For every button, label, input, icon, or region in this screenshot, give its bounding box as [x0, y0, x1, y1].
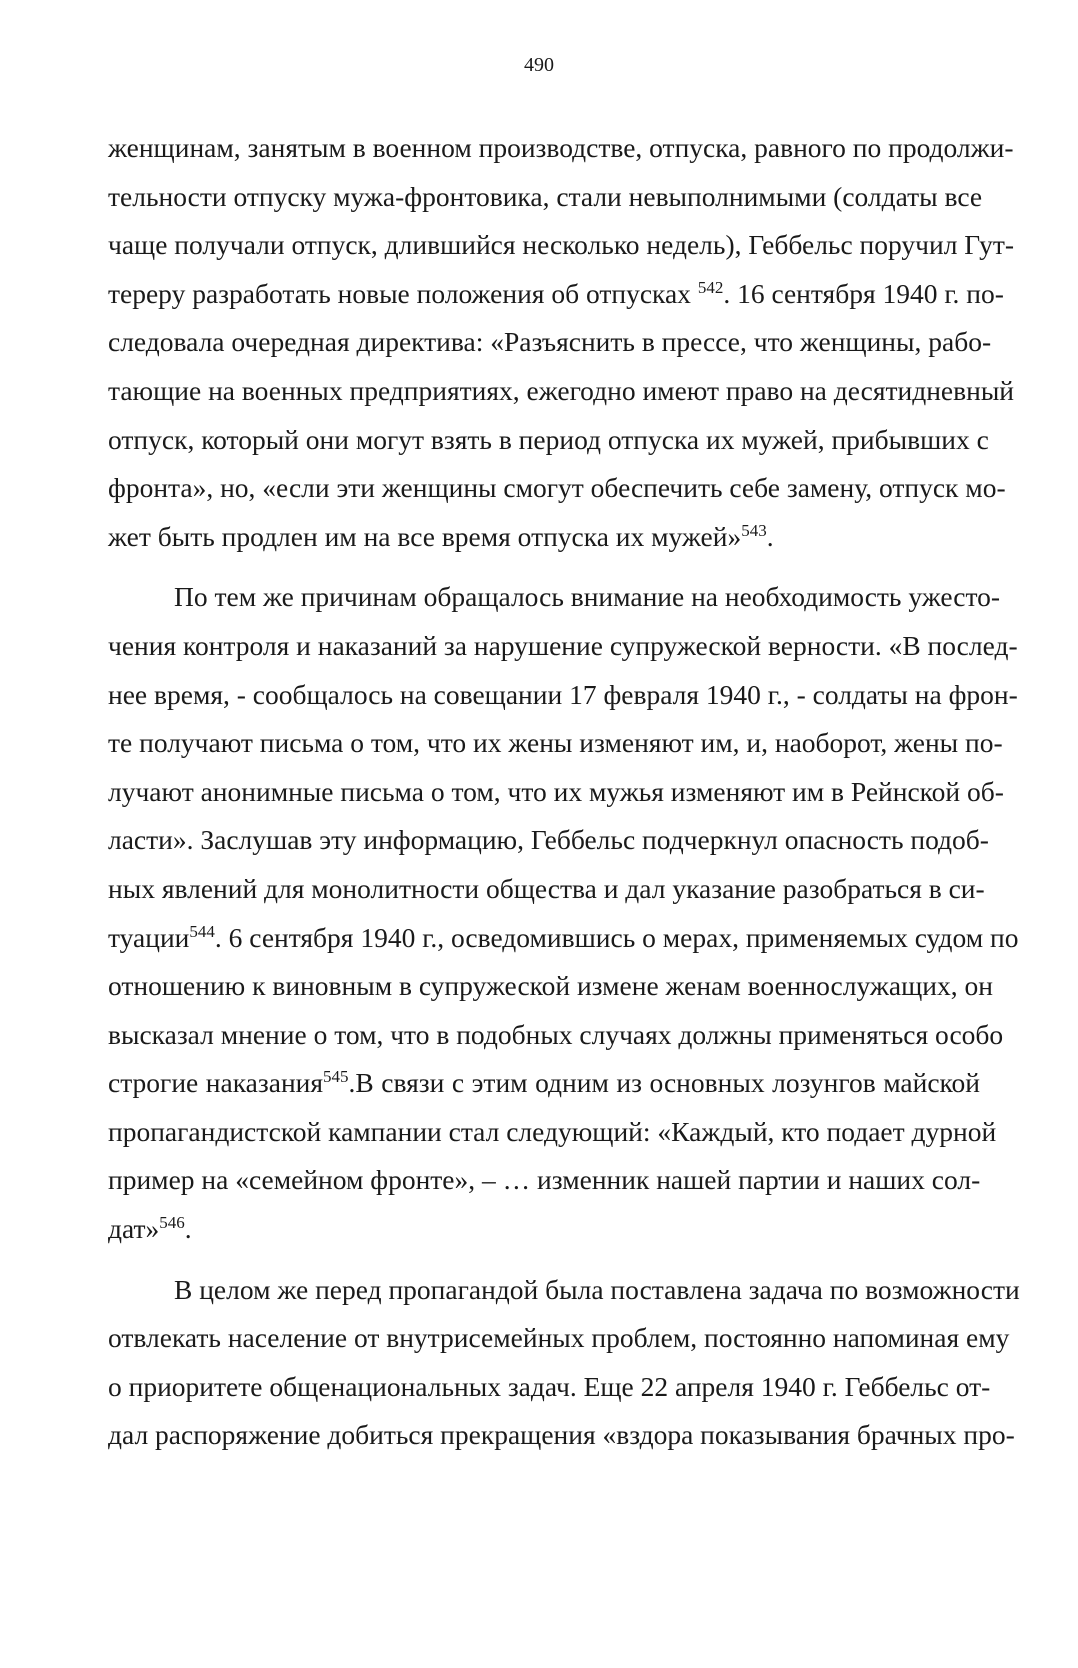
text-line — [108, 1156, 980, 1205]
text-segment: фронта», но, «если эти женщины смогут обеспечить себе замену, отпуск мо- — [108, 472, 1006, 504]
footnote-reference: 545 — [323, 1067, 349, 1087]
footnote-reference: 546 — [159, 1212, 185, 1232]
text-segment: ных явлений для монолитности общества и дал указание разобраться в си- — [108, 872, 985, 904]
text-line — [108, 962, 993, 1011]
text-line — [108, 573, 1001, 622]
footnote-reference: 543 — [741, 520, 767, 540]
text-line — [108, 1059, 980, 1108]
text-segment: женщинам, занятым в военном производстве, отпуска, равного по продолжи- — [108, 132, 1014, 163]
text-segment: . — [766, 520, 774, 552]
text-line — [108, 1411, 1015, 1460]
text-segment: . 16 сентября 1940 г. по- — [723, 277, 1004, 309]
text-segment: .В связи с этим одним из основных лозунгов майской — [348, 1067, 980, 1099]
text-line — [108, 124, 1014, 173]
text-segment: туации — [108, 921, 190, 953]
text-segment: . — [184, 1213, 192, 1245]
text-line — [108, 768, 1004, 817]
text-line — [108, 1011, 1004, 1060]
text-segment: отношению к виновным в супружеской измене женам военнослужащих, он — [108, 970, 993, 1002]
text-segment: о приоритете общенациональных задач. Еще 22 апреля 1940 г. Геббельс от- — [108, 1370, 991, 1402]
text-segment: лучают анонимные письма о том, что их мужья изменяют им в Рейнской об- — [108, 775, 1004, 807]
text-line — [108, 816, 989, 865]
text-segment: тельности отпуску мужа-фронтовика, стали невыполнимыми (солдаты все — [108, 180, 983, 212]
text-line — [108, 1363, 991, 1412]
body-text — [108, 124, 1020, 1460]
text-line — [108, 914, 1019, 963]
text-line — [108, 367, 1015, 416]
text-segment: жет быть продлен им на все время отпуска их мужей» — [108, 520, 742, 552]
text-segment: ласти». Заслушав эту информацию, Геббельс подчеркнул опасность подоб- — [108, 824, 989, 856]
text-line — [108, 1266, 1020, 1315]
text-segment: . 6 сентября 1940 г., осведомившись о мерах, применяемых судом по — [214, 921, 1019, 953]
text-line — [108, 622, 1018, 671]
paragraph-gap — [108, 561, 980, 573]
text-line — [108, 270, 1004, 319]
text-segment: дат» — [108, 1213, 160, 1245]
text-segment: пример на «семейном фронте», – … изменник нашей партии и наших сол- — [108, 1164, 981, 1196]
text-segment: тереру разработать новые положения об отпусках — [108, 277, 698, 309]
text-segment: следовала очередная директива: «Разъяснить в прессе, что женщины, рабо- — [108, 326, 992, 358]
text-segment: те получают письма о том, что их жены изменяют им, и, наоборот, жены по- — [108, 727, 1003, 759]
text-segment: чения контроля и наказаний за нарушение супружеской верности. «В послед- — [108, 629, 1018, 661]
text-segment: тающие на военных предприятиях, ежегодно имеют право на десятидневный — [108, 374, 1015, 406]
text-line — [108, 1108, 997, 1157]
text-segment: отпуск, который они могут взять в период отпуска их мужей, прибывших с — [108, 423, 989, 455]
text-segment: отвлекать население от внутрисемейных проблем, постоянно напоминая ему — [108, 1322, 1010, 1354]
text-line — [108, 719, 1003, 768]
text-line — [108, 671, 1018, 720]
paragraph — [108, 573, 1019, 1253]
paragraph — [108, 124, 1015, 561]
text-segment: По тем же причинам обращалось внимание на необходимость ужесто- — [174, 581, 1001, 613]
text-line — [108, 1205, 980, 1254]
text-segment: В целом же перед пропагандой была поставлена задача по возможности — [174, 1273, 1020, 1305]
text-line — [108, 1314, 1010, 1363]
text-line — [108, 416, 989, 465]
text-segment: чаще получали отпуск, длившийся несколько недель), Геббельс поручил Гут- — [108, 229, 1015, 261]
text-segment: дал распоряжение добиться прекращения «вздора показывания брачных про- — [108, 1419, 1015, 1451]
footnote-reference: 542 — [697, 277, 724, 297]
text-segment: нее время, - сообщалось на совещании 17 февраля 1940 г., - солдаты на фрон- — [108, 678, 1018, 710]
paragraph-gap — [108, 1254, 980, 1266]
text-line — [108, 221, 1015, 270]
text-line — [108, 464, 1006, 513]
text-segment: пропагандистской кампании стал следующий: «Каждый, кто подает дурной — [108, 1115, 997, 1147]
text-segment: высказал мнение о том, что в подобных случаях должны применяться особо — [108, 1018, 1004, 1050]
text-segment: строгие наказания — [108, 1067, 324, 1099]
text-line — [108, 513, 980, 562]
page-number: 490 — [524, 54, 554, 76]
text-line — [108, 318, 992, 367]
text-line — [108, 865, 985, 914]
paragraph — [108, 1266, 1020, 1460]
text-line — [108, 173, 983, 222]
footnote-reference: 544 — [189, 921, 215, 941]
